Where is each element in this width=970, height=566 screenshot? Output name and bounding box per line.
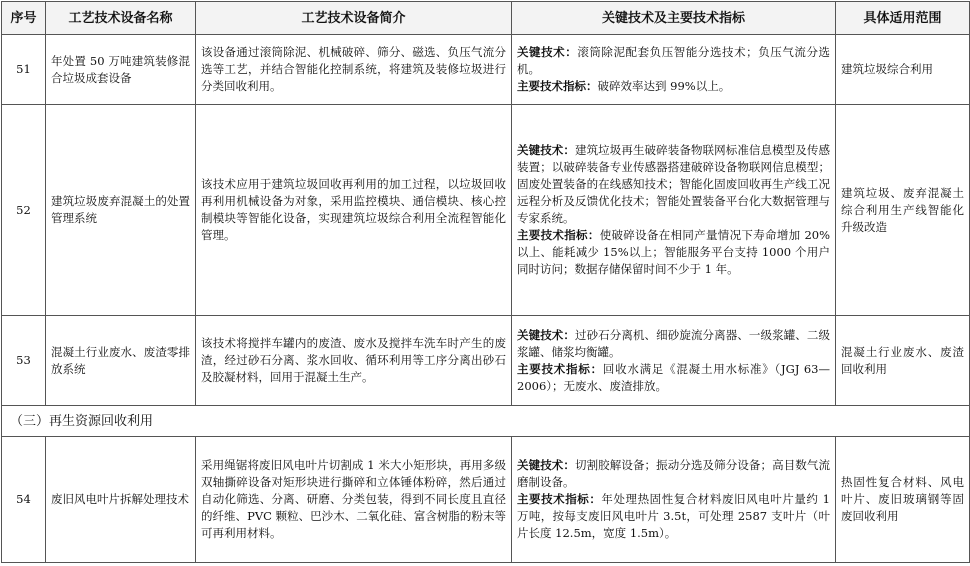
main-index-text: 年处理热固性复合材料废旧风电叶片量约 1 万吨，按每支废旧风电叶片 3.5t，可处理 2587 支叶片（叶片长度 12.5m，宽度 1.5m）。 <box>517 492 830 540</box>
key-tech-text: 过砂石分离机、细砂旋流分离器、一级浆罐、二级浆罐、储浆均衡罐。 <box>517 327 831 359</box>
scope-cell: 建筑垃圾、废弃混凝土综合利用生产线智能化升级改造 <box>836 105 970 316</box>
main-index-text: 回收水满足《混凝土用水标准》（JGJ 63—2006）；无废水、废渣排放。 <box>517 361 830 393</box>
equipment-intro: 该技术将搅拌车罐内的废渣、废水及搅拌车洗车时产生的废渣，经过砂石分离、浆水回收、循环利用等工序分离出砂石及胶凝材料，回用于混凝土生产。 <box>196 316 512 406</box>
equipment-name: 废旧风电叶片拆解处理技术 <box>46 437 196 563</box>
equipment-name: 混凝土行业废水、废渣零排放系统 <box>46 316 196 406</box>
header-scope: 具体适用范围 <box>836 2 970 35</box>
row-number: 53 <box>2 316 46 406</box>
row-number: 51 <box>2 35 46 105</box>
header-intro: 工艺技术设备简介 <box>196 2 512 35</box>
technology-table <box>1 1 970 563</box>
main-index-paragraph <box>517 78 830 95</box>
key-tech-text: 建筑垃圾再生破碎装备物联网标准信息模型及传感装置；以破碎装备专业传感器搭建破碎设备物联网信息模型；固废处置装备的在线感知技术；智能化固废回收再生产线工况远程分析及反馈优化技术；智能处置装备平台化大数据管理与专家系统。 <box>517 143 831 225</box>
scope-cell: 热固性复合材料、风电叶片、废旧玻璃钢等固废回收利用 <box>836 437 970 563</box>
main-index-paragraph <box>517 227 830 278</box>
row-number: 54 <box>2 437 46 563</box>
main-index-label: 主要技术指标： <box>517 361 603 376</box>
key-tech-label: 关键技术： <box>517 143 575 157</box>
main-index-label: 主要技术指标： <box>517 79 598 93</box>
equipment-intro: 该设备通过滚筒除泥、机械破碎、筛分、磁选、负压气流分选等工艺，并结合智能化控制系统，将建筑及装修垃圾进行分类回收利用。 <box>196 35 512 105</box>
key-tech-cell <box>512 316 836 406</box>
key-tech-text: 滚筒除泥配套负压智能分选技术；负压气流分选机。 <box>517 45 831 76</box>
header-key-tech: 关键技术及主要技术指标 <box>512 2 836 35</box>
key-tech-cell <box>512 105 836 316</box>
key-tech-label: 关键技术： <box>517 45 578 59</box>
main-index-label: 主要技术指标： <box>517 492 602 506</box>
section-heading-row <box>2 406 970 437</box>
row-number: 52 <box>2 105 46 316</box>
key-tech-text: 切割胶解设备；振动分选及筛分设备；高目数气流磨制设备。 <box>517 458 831 489</box>
main-index-text: 使破碎设备在相同产量情况下寿命增加 20%以上、能耗减少 15%以上；智能服务平台支持 1000 个用户同时访问；数据存储保留时间不少于 1 年。 <box>517 228 831 276</box>
key-tech-paragraph <box>517 457 830 491</box>
equipment-intro: 该技术应用于建筑垃圾回收再利用的加工过程，以垃圾回收再利用机械设备为对象，采用监控模块、通信模块、核心控制模块等智能化设备，实现建筑垃圾综合利用全流程智能化管理。 <box>196 105 512 316</box>
key-tech-label: 关键技术： <box>517 327 575 342</box>
table-header-row <box>2 2 970 35</box>
scope-cell: 建筑垃圾综合利用 <box>836 35 970 105</box>
header-name: 工艺技术设备名称 <box>46 2 196 35</box>
key-tech-cell <box>512 437 836 563</box>
table-row <box>2 316 970 406</box>
table-row <box>2 35 970 105</box>
main-index-paragraph <box>517 361 830 395</box>
main-index-label: 主要技术指标： <box>517 228 600 242</box>
header-no: 序号 <box>2 2 46 35</box>
main-index-text: 破碎效率达到 99%以上。 <box>597 79 731 93</box>
table-row <box>2 105 970 316</box>
equipment-name: 年处置 50 万吨建筑装修混合垃圾成套设备 <box>46 35 196 105</box>
key-tech-paragraph <box>517 44 830 78</box>
key-tech-paragraph <box>517 142 830 227</box>
table-row <box>2 437 970 563</box>
main-index-paragraph <box>517 491 830 542</box>
scope-cell: 混凝土行业废水、废渣回收利用 <box>836 316 970 406</box>
section-heading: （三）再生资源回收利用 <box>2 406 970 437</box>
equipment-intro: 采用绳锯将废旧风电叶片切割成 1 米大小矩形块，再用多级双轴撕碎设备对矩形块进行撕碎和立体锤体粉碎，然后通过自动化筛选、分离、研磨、分类包装，得到不同长度且直径的纤维、PVC 颗粒、巴沙木、二氧化硅、富含树脂的粉末等可再利用材料。 <box>196 437 512 563</box>
key-tech-cell <box>512 35 836 105</box>
key-tech-paragraph <box>517 327 830 361</box>
equipment-name: 建筑垃圾废弃混凝土的处置管理系统 <box>46 105 196 316</box>
key-tech-label: 关键技术： <box>517 458 575 472</box>
